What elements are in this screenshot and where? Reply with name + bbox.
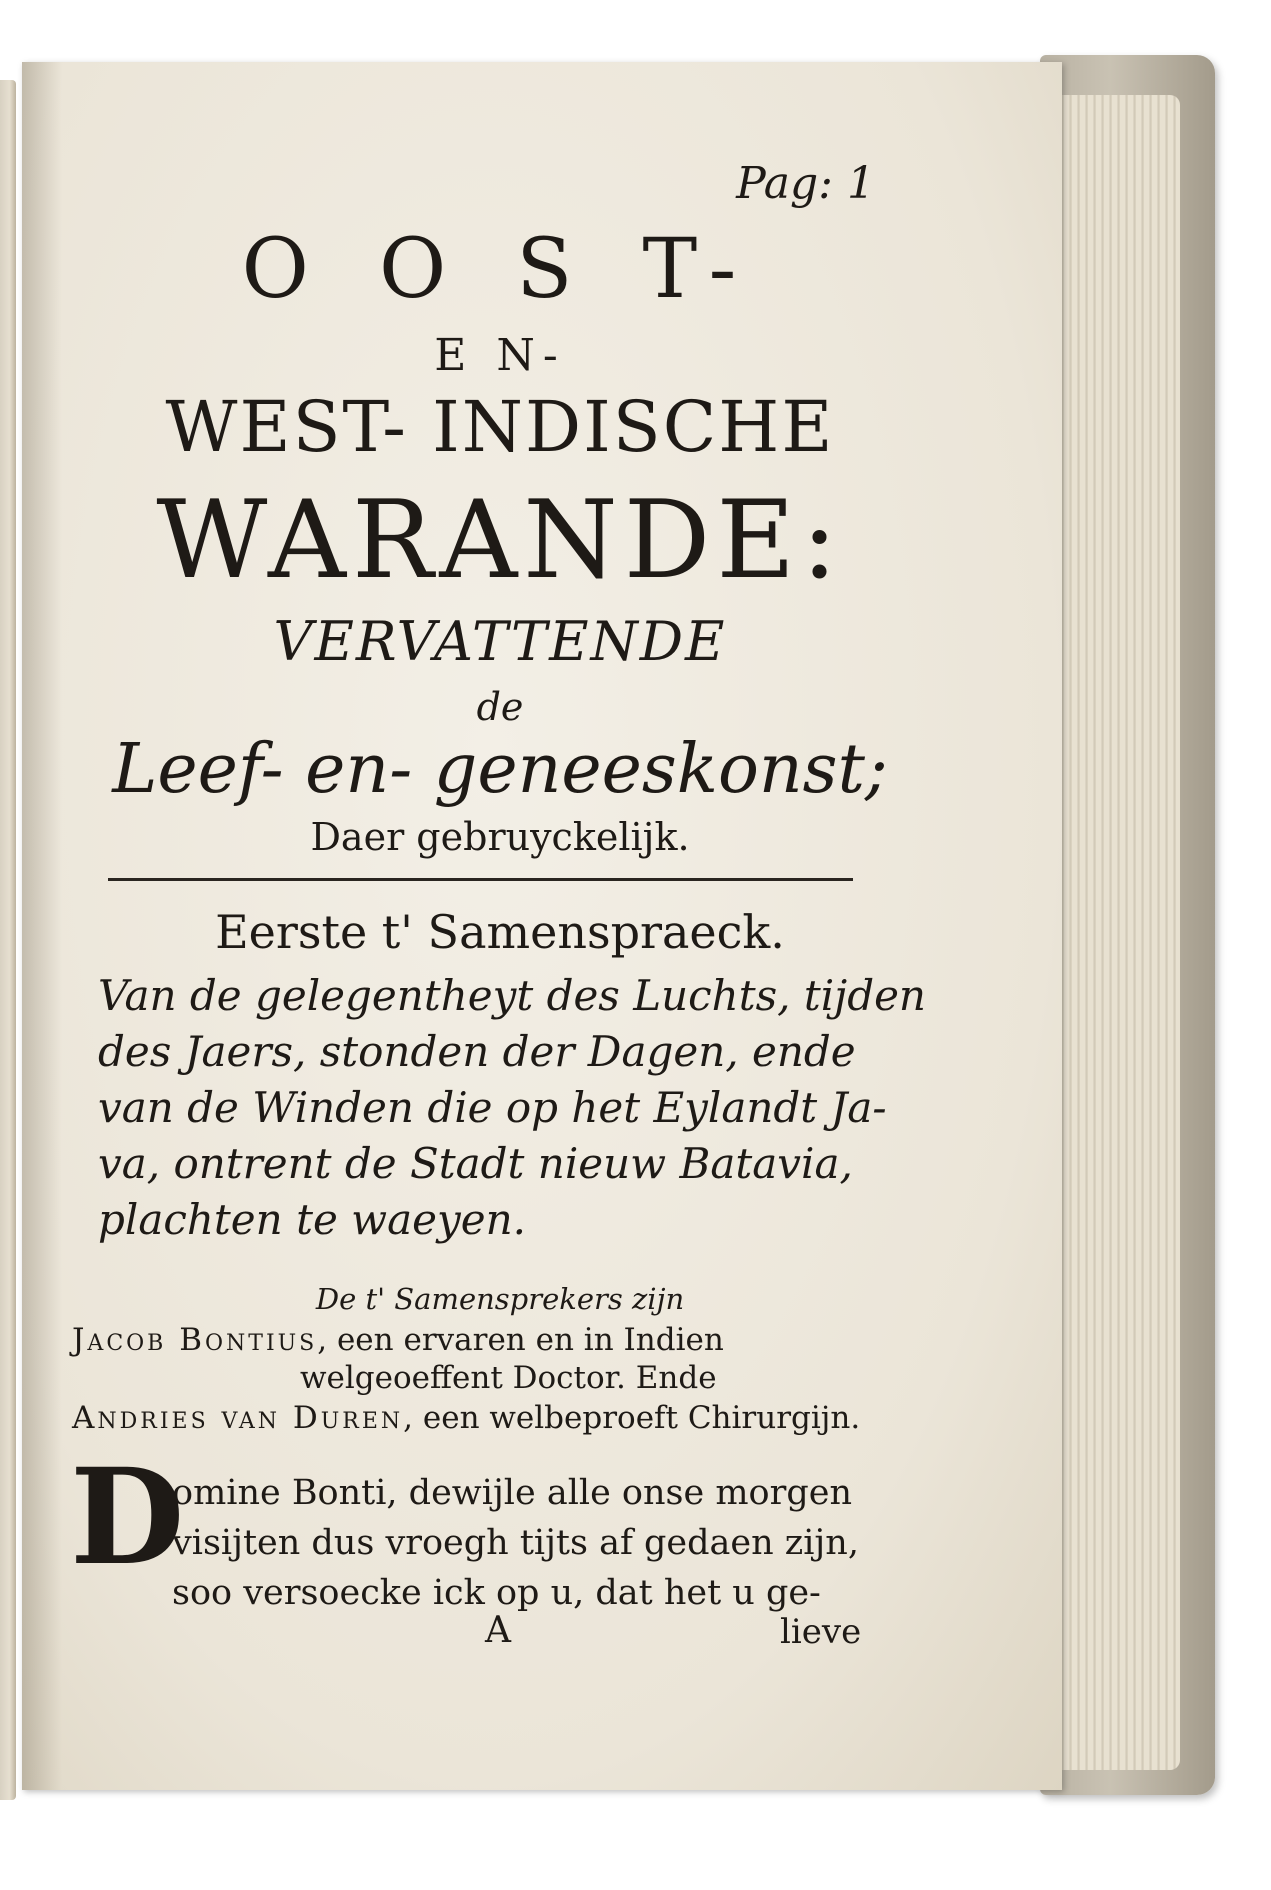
- summary-line: va, ontrent de Stadt nieuw Batavia,: [98, 1139, 853, 1188]
- page-number: Pag: 1: [736, 158, 875, 209]
- title-line-7: Leef- en- geneeskonst;: [112, 730, 888, 809]
- title-line-8: Daer gebruyckelijk.: [310, 815, 690, 859]
- speaker-1-description-cont: welgeoeffent Doctor. Ende: [300, 1360, 717, 1396]
- left-page-edge: [0, 80, 16, 1800]
- summary-line: Van de gelegentheyt des Luchts, tijden: [98, 971, 926, 1020]
- speaker-2-name: Andries van Duren: [72, 1400, 404, 1436]
- horizontal-rule: [108, 878, 853, 881]
- speaker-2-line: [72, 1400, 860, 1436]
- title-line-4: WARANDE:: [156, 478, 844, 603]
- speaker-1-description: , een ervaren en in Indien: [317, 1322, 724, 1358]
- body-line: soo versoecke ick op u, dat het u ge-: [172, 1573, 821, 1613]
- speakers-heading: De t' Samensprekers zijn: [315, 1282, 685, 1316]
- title-line-3: WEST- INDISCHE: [165, 386, 835, 468]
- catchword: lieve: [780, 1612, 862, 1652]
- title-line-1: O O S T-: [241, 222, 759, 317]
- summary-line: van de Winden die op het Eylandt Ja-: [98, 1083, 887, 1132]
- title-line-6: de: [476, 685, 524, 729]
- body-line: visijten dus vroegh tijts af gedaen zijn,: [172, 1523, 859, 1563]
- signature-mark: A: [485, 1610, 511, 1651]
- summary-line: plachten te waeyen.: [98, 1195, 526, 1244]
- title-line-5: VERVATTENDE: [273, 610, 727, 673]
- summary-paragraph: [98, 968, 926, 1248]
- section-heading: Eerste t' Samenspraeck.: [215, 905, 785, 959]
- gutter-shadow: [22, 62, 62, 1790]
- speaker-1-line: [72, 1322, 724, 1358]
- speaker-1-name: Jacob Bontius: [72, 1322, 318, 1358]
- body-line: omine Bonti, dewijle alle onse morgen: [172, 1473, 852, 1513]
- drop-cap: D: [70, 1440, 185, 1595]
- summary-line: des Jaers, stonden der Dagen, ende: [98, 1027, 856, 1076]
- speaker-2-description: , een welbeproeft Chirurgijn.: [403, 1400, 861, 1436]
- body-text: [172, 1468, 872, 1618]
- title-line-2: E N-: [434, 330, 566, 381]
